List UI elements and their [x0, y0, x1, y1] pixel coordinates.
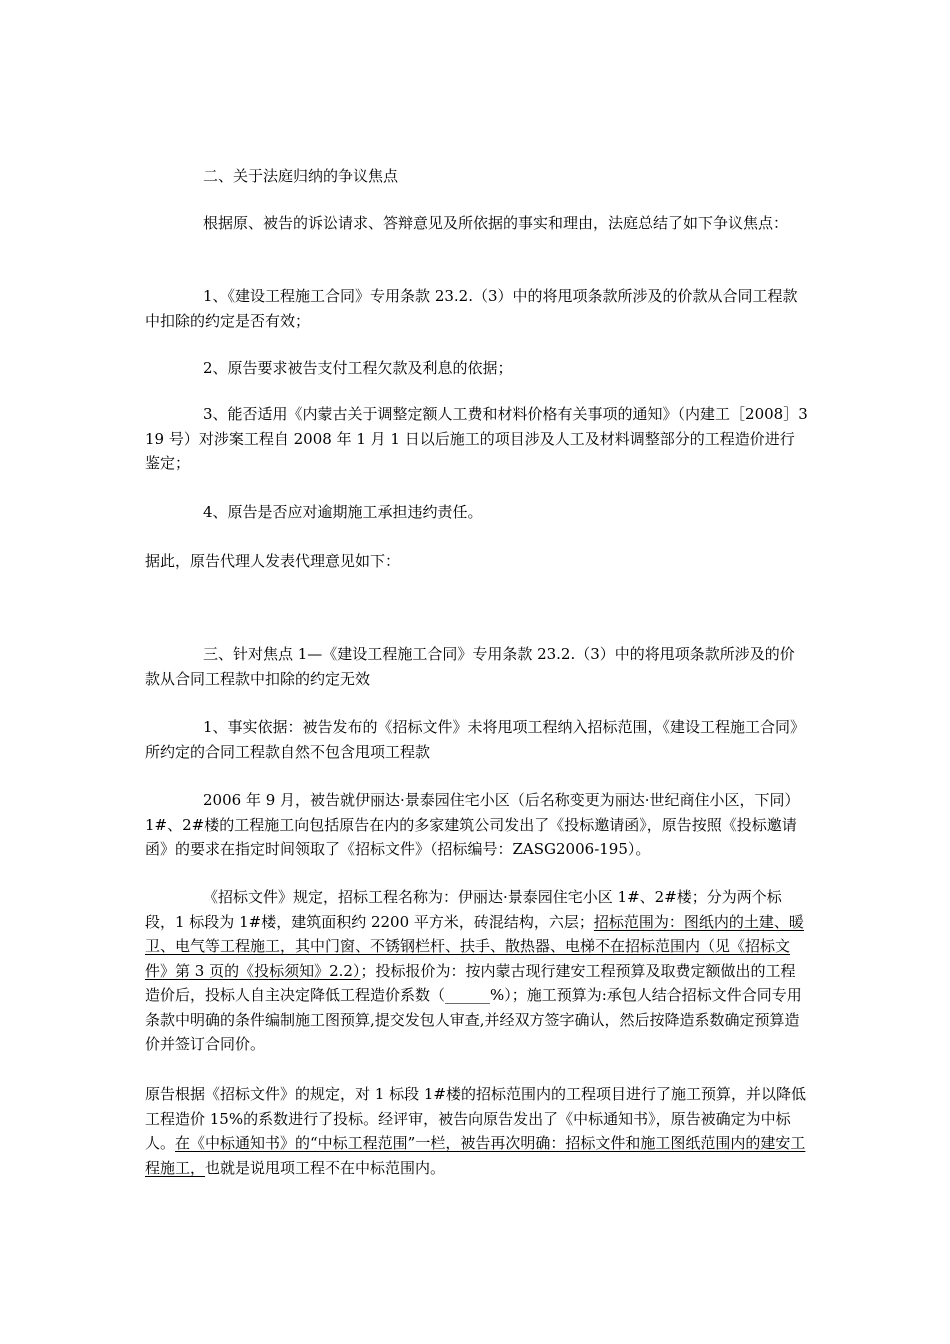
bid-award-paragraph [145, 1082, 809, 1180]
tender-document-text-a: 《招标文件》规定，招标工程名称为：伊丽达·景泰园住宅小区 1#、2#楼；分为两个标段，1 标段为 1#楼，建筑面积约 2200 平方米，砖混结构，六层； [145, 888, 782, 931]
section-2-conclusion: 据此，原告代理人发表代理意见如下： [145, 552, 401, 570]
bid-award-text-a: 原告根据《招标文件》的规定，对 1 标段 1#楼的招标范围内的工程项目进行了施工预算，并以降低工程造价 15%的系数进行了投标。经评审，被告向原告发出了《中标通知书》，原告被确定为中标人。 [145, 1085, 806, 1152]
tender-invitation-paragraph: 2006 年 9 月，被告就伊丽达·景泰园住宅小区（后名称变更为丽达·世纪商住小区，下同）1#、2#楼的工程施工向包括原告在内的多家建筑公司发出了《投标邀请函》，原告按照《投标邀请函》的要求在指定时间领取了《招标文件》（招标编号：ZASG2006-195）。 [145, 791, 800, 858]
dispute-item-2: 2、原告要求被告支付工程欠款及利息的依据； [203, 359, 513, 377]
section-3-heading: 三、针对焦点 1—《建设工程施工合同》专用条款 23.2.（3）中的将甩项条款所涉及的价款从合同工程款中扣除的约定无效 [145, 645, 795, 688]
tender-document-paragraph [145, 885, 809, 1057]
tender-document-text-b: ；投标报价为：按内蒙古现行建安工程预算及取费定额做出的工程造价后，投标人自主决定降低工程造价系数（______%）；施工预算为:承包人结合招标文件合同专用条款中明确的条件编制施工图预算,提交发包人审查,并经双方签字确认，然后按降造系数确定预算造价并签订合同价。 [145, 961, 802, 1053]
dispute-item-1: 1、《建设工程施工合同》专用条款 23.2.（3）中的将甩项条款所涉及的价款从合同工程款中扣除的约定是否有效； [145, 287, 798, 330]
fact-basis-point-1: 1、事实依据：被告发布的《招标文件》未将甩项工程纳入招标范围，《建设工程施工合同》所约定的合同工程款自然不包含甩项工程款 [145, 718, 806, 761]
bid-award-text-b: 也就是说甩项工程不在中标范围内。 [205, 1158, 446, 1177]
section-2-intro: 根据原、被告的诉讼请求、答辩意见及所依据的事实和理由，法庭总结了如下争议焦点： [203, 214, 789, 232]
dispute-item-3: 3、能否适用《内蒙古关于调整定额人工费和材料价格有关事项的通知》（内建工［2008］319 号）对涉案工程自 2008 年 1 月 1 日以后施工的项目涉及人工及材料调整部分的工程造价进行鉴定； [145, 405, 808, 472]
section-2-heading: 二、关于法庭归纳的争议焦点 [203, 167, 399, 185]
tender-scope-underlined: 招标范围为：图纸内的土建、暖卫、电气等工程施工，其中门窗、不锈钢栏杆、扶手、散热器、电梯不在招标范围内（见《招标文件》第 3 页的《投标须知》2.2） [145, 912, 804, 980]
award-scope-underlined: 在《中标通知书》的“中标工程范围”一栏，被告再次明确：招标文件和施工图纸范围内的建安工程施工， [145, 1134, 806, 1177]
dispute-item-4: 4、原告是否应对逾期施工承担违约责任。 [203, 503, 483, 521]
